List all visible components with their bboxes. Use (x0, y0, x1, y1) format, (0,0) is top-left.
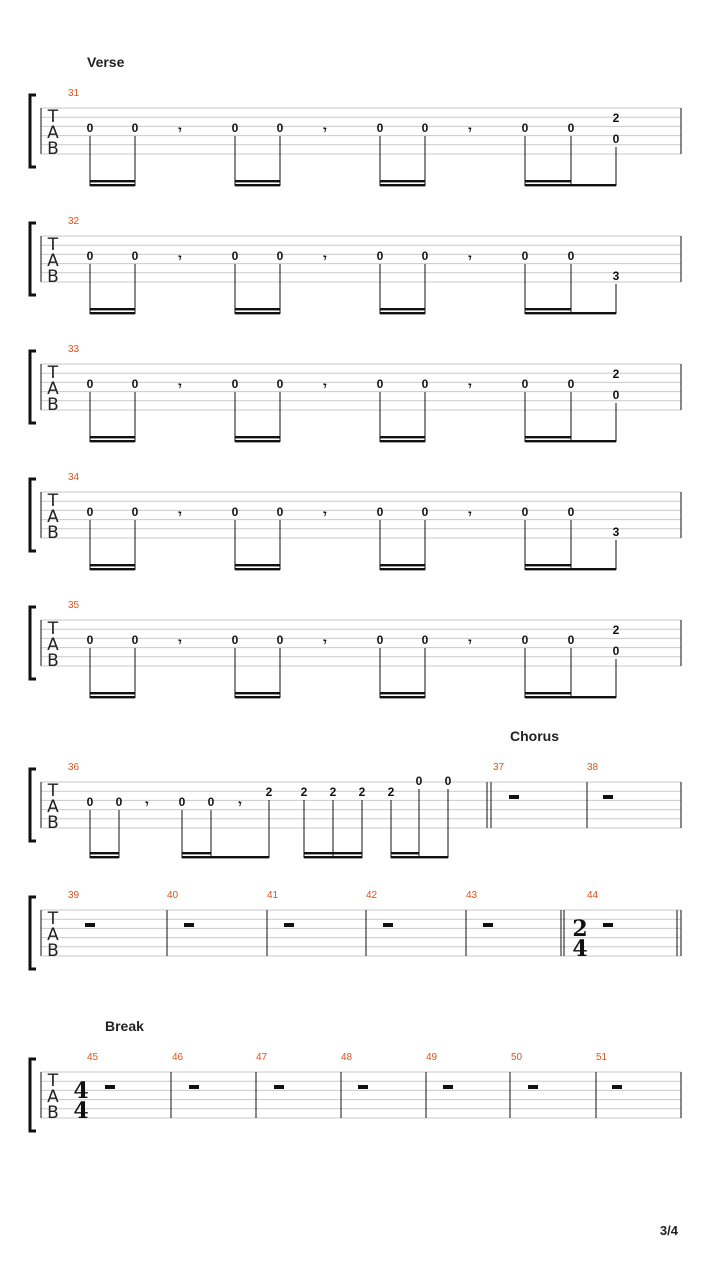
tab-clef-a: A (47, 379, 59, 399)
eighth-rest-icon: 𝄾 (238, 797, 242, 811)
fret-number: 0 (231, 249, 239, 263)
beam (380, 312, 425, 314)
tab-clef-a: A (47, 635, 59, 655)
beam (235, 440, 280, 442)
eighth-rest-icon: 𝄾 (145, 797, 149, 811)
tab-clef-a: A (47, 925, 59, 945)
fret-number: 0 (276, 121, 284, 135)
measure-number: 38 (587, 762, 599, 773)
page-number: 3/4 (659, 1223, 678, 1238)
half-rest-icon (483, 923, 493, 927)
fret-number: 0 (612, 388, 620, 402)
fret-number: 0 (231, 377, 239, 391)
beam (304, 856, 362, 858)
fret-number: 0 (231, 121, 239, 135)
fret-number: 0 (521, 121, 529, 135)
beam (525, 568, 616, 570)
half-rest-icon (528, 1085, 538, 1089)
measure-number: 43 (466, 890, 478, 901)
half-rest-icon (184, 923, 194, 927)
fret-number: 0 (86, 505, 94, 519)
fret-number: 0 (421, 633, 429, 647)
fret-number: 0 (567, 121, 575, 135)
fret-number: 0 (567, 633, 575, 647)
fret-number: 0 (231, 505, 239, 519)
half-rest-icon (603, 795, 613, 799)
tab-clef-t: T (47, 363, 59, 383)
tab-clef-b: B (47, 941, 59, 961)
fret-number: 0 (444, 774, 452, 788)
measure-number: 37 (493, 762, 505, 773)
fret-number: 0 (86, 377, 94, 391)
beam (380, 568, 425, 570)
tab-clef-t: T (47, 107, 59, 127)
fret-number: 0 (131, 121, 139, 135)
fret-number: 0 (415, 774, 423, 788)
fret-number: 0 (86, 795, 94, 809)
fret-number: 0 (131, 249, 139, 263)
tab-clef-a: A (47, 507, 59, 527)
measure-number: 51 (596, 1052, 608, 1063)
beam (90, 184, 135, 186)
fret-number: 0 (131, 633, 139, 647)
beam (525, 312, 616, 314)
tab-clef-a: A (47, 123, 59, 143)
fret-number: 0 (421, 121, 429, 135)
beam (182, 856, 269, 858)
fret-number: 0 (207, 795, 215, 809)
system-bracket (30, 607, 36, 679)
system-bracket (30, 95, 36, 167)
fret-number: 0 (567, 505, 575, 519)
system-bracket (30, 769, 36, 841)
fret-number: 0 (131, 505, 139, 519)
beam (235, 180, 280, 182)
fret-number: 0 (521, 633, 529, 647)
tab-clef-t: T (47, 1071, 59, 1091)
fret-number: 0 (376, 377, 384, 391)
beam (380, 184, 425, 186)
beam (391, 856, 448, 858)
fret-number: 2 (612, 367, 620, 381)
tab-system-32 (30, 223, 681, 295)
beam (90, 692, 135, 694)
fret-number: 0 (612, 644, 620, 658)
beam (380, 308, 425, 310)
beam (90, 440, 135, 442)
eighth-rest-icon: 𝄾 (468, 507, 472, 521)
fret-number: 2 (358, 785, 366, 799)
tab-clef-b: B (47, 813, 59, 833)
section-label-break: Break (105, 1018, 144, 1034)
measure-number: 35 (68, 600, 80, 611)
half-rest-icon (284, 923, 294, 927)
beam (380, 440, 425, 442)
measure-number: 45 (87, 1052, 99, 1063)
measure-number: 34 (68, 472, 80, 483)
beam (304, 852, 362, 854)
fret-number: 0 (521, 505, 529, 519)
fret-number: 2 (387, 785, 395, 799)
fret-number: 0 (231, 633, 239, 647)
measure-number: 42 (366, 890, 378, 901)
half-rest-icon (274, 1085, 284, 1089)
section-label-chorus: Chorus (510, 728, 559, 744)
beam (525, 184, 616, 186)
measure-number: 44 (587, 890, 599, 901)
fret-number: 0 (376, 633, 384, 647)
beam (391, 852, 419, 854)
beam (525, 692, 571, 694)
eighth-rest-icon: 𝄾 (468, 635, 472, 649)
tab-clef-t: T (47, 909, 59, 929)
fret-number: 3 (612, 269, 620, 283)
fret-number: 2 (612, 111, 620, 125)
section-label-verse: Verse (87, 54, 125, 70)
tab-clef-a: A (47, 797, 59, 817)
eighth-rest-icon: 𝄾 (323, 251, 327, 265)
tab-clef-b: B (47, 267, 59, 287)
fret-number: 0 (376, 505, 384, 519)
beam (380, 692, 425, 694)
eighth-rest-icon: 𝄾 (178, 635, 182, 649)
fret-number: 0 (276, 505, 284, 519)
beam (90, 568, 135, 570)
measure-number: 32 (68, 216, 80, 227)
fret-number: 0 (86, 121, 94, 135)
time-signature-top: 2 (572, 916, 588, 942)
eighth-rest-icon: 𝄾 (178, 379, 182, 393)
measure-number: 49 (426, 1052, 438, 1063)
beam (525, 440, 616, 442)
system-bracket (30, 479, 36, 551)
tab-clef-a: A (47, 251, 59, 271)
fret-number: 0 (421, 377, 429, 391)
beam (90, 308, 135, 310)
tab-clef-t: T (47, 235, 59, 255)
beam (380, 180, 425, 182)
fret-number: 2 (300, 785, 308, 799)
beam (235, 312, 280, 314)
beam (90, 856, 119, 858)
fret-number: 0 (276, 249, 284, 263)
fret-number: 0 (567, 377, 575, 391)
tab-clef-t: T (47, 619, 59, 639)
time-signature-bottom: 4 (73, 1098, 89, 1124)
half-rest-icon (85, 923, 95, 927)
measure-number: 41 (267, 890, 279, 901)
fret-number: 0 (86, 633, 94, 647)
fret-number: 0 (421, 505, 429, 519)
tab-clef-b: B (47, 523, 59, 543)
measure-number: 46 (172, 1052, 184, 1063)
beam (235, 564, 280, 566)
half-rest-icon (603, 923, 613, 927)
measure-number: 47 (256, 1052, 268, 1063)
half-rest-icon (443, 1085, 453, 1089)
eighth-rest-icon: 𝄾 (468, 251, 472, 265)
beam (90, 180, 135, 182)
half-rest-icon (189, 1085, 199, 1089)
tab-system-31 (30, 95, 681, 167)
fret-number: 2 (329, 785, 337, 799)
fret-number: 0 (612, 132, 620, 146)
beam (90, 696, 135, 698)
half-rest-icon (358, 1085, 368, 1089)
beam (380, 436, 425, 438)
system-bracket (30, 897, 36, 969)
eighth-rest-icon: 𝄾 (178, 507, 182, 521)
tab-system-45 (30, 1059, 681, 1131)
tab-clef-b: B (47, 1103, 59, 1123)
eighth-rest-icon: 𝄾 (178, 251, 182, 265)
time-signature-top: 4 (73, 1078, 89, 1104)
measure-number: 33 (68, 344, 80, 355)
measure-number: 48 (341, 1052, 353, 1063)
eighth-rest-icon: 𝄾 (468, 123, 472, 137)
measure-number: 31 (68, 88, 80, 99)
beam (90, 312, 135, 314)
beam (90, 436, 135, 438)
tab-system-33 (30, 351, 681, 423)
beam (235, 696, 280, 698)
fret-number: 0 (567, 249, 575, 263)
system-bracket (30, 223, 36, 295)
beam (235, 436, 280, 438)
eighth-rest-icon: 𝄾 (323, 507, 327, 521)
tab-system-34 (30, 479, 681, 551)
beam (90, 852, 119, 854)
beam (525, 436, 571, 438)
beam (235, 568, 280, 570)
beam (525, 180, 571, 182)
half-rest-icon (105, 1085, 115, 1089)
fret-number: 0 (276, 633, 284, 647)
measure-number: 50 (511, 1052, 523, 1063)
fret-number: 3 (612, 525, 620, 539)
fret-number: 0 (376, 121, 384, 135)
measure-number: 40 (167, 890, 179, 901)
measure-number: 39 (68, 890, 80, 901)
eighth-rest-icon: 𝄾 (323, 379, 327, 393)
beam (235, 692, 280, 694)
tab-system-35 (30, 607, 681, 679)
beam (525, 308, 571, 310)
half-rest-icon (509, 795, 519, 799)
fret-number: 0 (131, 377, 139, 391)
beam (525, 696, 616, 698)
system-bracket (30, 1059, 36, 1131)
beam (235, 308, 280, 310)
eighth-rest-icon: 𝄾 (468, 379, 472, 393)
beam (90, 564, 135, 566)
time-signature-bottom: 4 (572, 936, 588, 962)
half-rest-icon (612, 1085, 622, 1089)
eighth-rest-icon: 𝄾 (323, 635, 327, 649)
tab-clef-a: A (47, 1087, 59, 1107)
fret-number: 2 (612, 623, 620, 637)
tab-clef-b: B (47, 139, 59, 159)
tab-clef-b: B (47, 651, 59, 671)
tab-clef-b: B (47, 395, 59, 415)
fret-number: 0 (376, 249, 384, 263)
tab-clef-t: T (47, 491, 59, 511)
beam (525, 564, 571, 566)
fret-number: 0 (421, 249, 429, 263)
fret-number: 0 (115, 795, 123, 809)
fret-number: 0 (276, 377, 284, 391)
measure-number: 36 (68, 762, 80, 773)
tab-system-36 (30, 769, 681, 841)
fret-number: 2 (265, 785, 273, 799)
tab-clef-t: T (47, 781, 59, 801)
system-bracket (30, 351, 36, 423)
eighth-rest-icon: 𝄾 (323, 123, 327, 137)
half-rest-icon (383, 923, 393, 927)
beam (380, 696, 425, 698)
fret-number: 0 (521, 377, 529, 391)
beam (182, 852, 211, 854)
fret-number: 0 (178, 795, 186, 809)
beam (380, 564, 425, 566)
fret-number: 0 (521, 249, 529, 263)
eighth-rest-icon: 𝄾 (178, 123, 182, 137)
fret-number: 0 (86, 249, 94, 263)
beam (235, 184, 280, 186)
